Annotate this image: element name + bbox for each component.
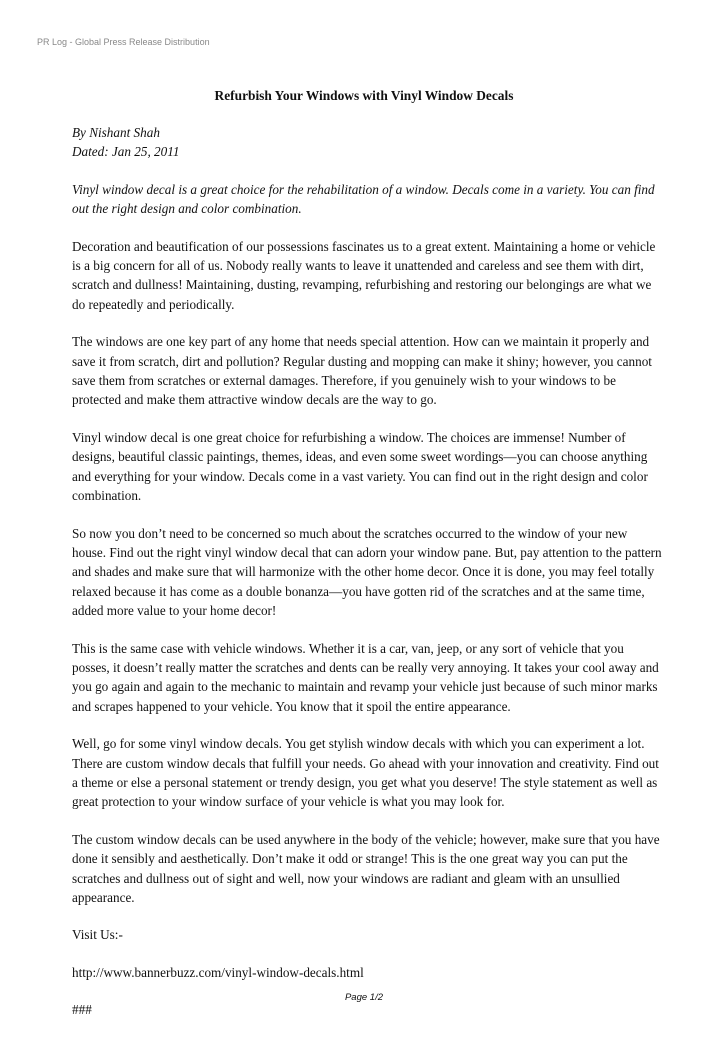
article-title: Refurbish Your Windows with Vinyl Window Decals — [214, 88, 514, 103]
body-paragraph-5: This is the same case with vehicle windows. Whether it is a car, van, jeep, or any sort of vehicle that you posses, it doesn’t really matter the scratches and dents can be really very annoying. It takes your cool away and you go again and again to the mechanic to maintain and revamp your vehicle just because of such minor marks and scrapes happened to your vehicle. You know that it spoil the entire appearance. — [72, 640, 659, 714]
body-paragraph-4: So now you don’t need to be concerned so much about the scratches occurred to the window of your new house. Find out the right vinyl window decal that can adorn your window pane. But, pay attention to the pattern and shades and make sure that will harmonize with the other home decor. Once it is done, you may feel totally relaxed because it has come as a double bonanza—you have gotten rid of the scratches and at the same time, added more value to your home decor! — [72, 525, 662, 619]
body-paragraph-1: Decoration and beautification of our possessions fascinates us to a great extent. Maintaining a home or vehicle is a big concern for all of us. Nobody really wants to leave it unattended and careless and see them with dirt, scratch and dullness! Maintaining, dusting, revamping, refurbishing and restoring our belongings are what we do repeatedly and periodically. — [72, 238, 656, 312]
page-header: PR Log - Global Press Release Distribution — [37, 37, 210, 47]
page-number: Page 1/2 — [344, 992, 384, 1003]
url-line: http://www.bannerbuzz.com/vinyl-window-decals.html — [72, 964, 364, 980]
visit-us-line: Visit Us:- — [72, 927, 123, 943]
article-body — [72, 123, 662, 1038]
author-line: By Nishant Shah — [72, 125, 160, 140]
body-paragraph-2: The windows are one key part of any home that needs special attention. How can we maintain it properly and save it from scratch, dirt and pollution? Regular dusting and mopping can make it shiny; however, you cannot save them from scratches or external damages. Therefore, if you genuinely wish to your windows to be protected and make them attractive window decals are the way to go. — [72, 334, 652, 408]
end-marker: ### — [72, 1002, 92, 1018]
body-paragraph-6: Well, go for some vinyl window decals. You get stylish window decals with which you can experiment a lot. There are custom window decals that fulfill your needs. Go ahead with your innovation and creativity. Find out a theme or else a personal statement or trendy design, you get what you deserve! The style statement as well as great protection to your window surface of your vehicle is what you may look for. — [72, 736, 659, 810]
body-paragraph-3: Vinyl window decal is one great choice for refurbishing a window. The choices are immense! Number of designs, beautiful classic paintings, themes, ideas, and even some sweet wordings—you can choose anything and everything for your window. Decals come in a vast variety. You can find out in the right design and color combination. — [72, 429, 648, 504]
summary-paragraph: Vinyl window decal is a great choice for the rehabilitation of a window. Decals come in a variety. You can find out the right design and color combination. — [72, 181, 655, 217]
date-line: Dated: Jan 25, 2011 — [72, 144, 180, 160]
body-paragraph-7: The custom window decals can be used anywhere in the body of the vehicle; however, make sure that you have done it sensibly and aesthetically. Don’t make it odd or strange! This is the one great way you can put the scratches and dullness out of sight and well, now your windows are radiant and gleam with an unsullied appearance. — [72, 831, 660, 905]
